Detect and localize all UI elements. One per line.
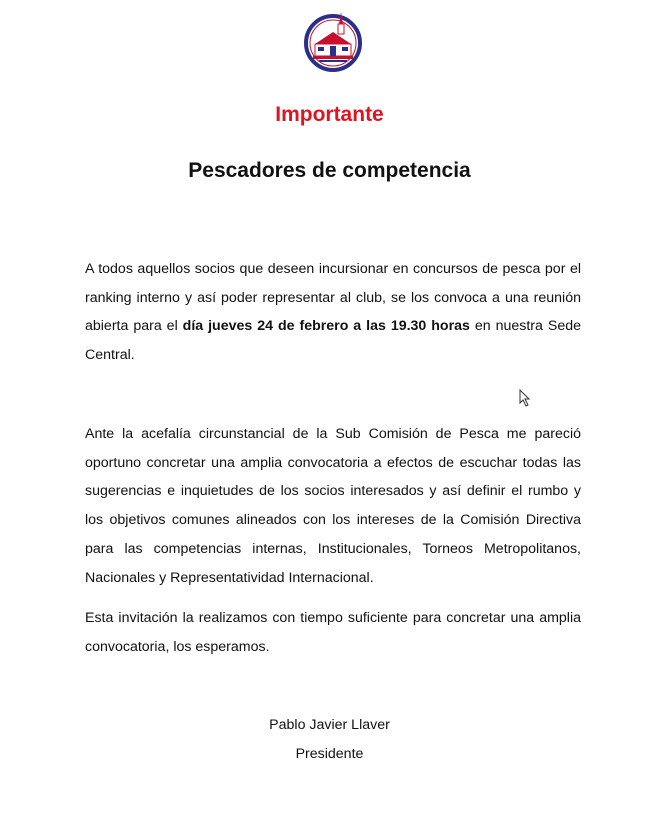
page-title: Pescadores de competencia [188, 159, 471, 182]
paragraph-closing: Esta invitación la realizamos con tiempo suficiente para concretar una amplia convocatoria, los esperamos. [85, 610, 581, 655]
club-logo [303, 10, 363, 72]
heading-important: Importante [275, 103, 384, 126]
paragraph-context: Ante la acefalía circunstancial de la Sub Comisión de Pesca me pareció oportuno concretar una amplia convocatoria a efectos de escuchar todas las sugerencias e inquietudes de los socios interesados y así definir el rumbo y los objetivos comunes alineados con los intereses de la Comisión Directiva para las competencias internas, Institucionales, Torneos Metropolitanos, Nacionales y Representatividad Internacional. [85, 426, 581, 586]
p1-text: A todos aquellos socios que deseen incursionar en concursos de pesca por el ranking interno y así poder representar al club, se los convoca a una reunión abierta para el [85, 261, 581, 335]
p1-text-end: en nuestra Sede Central. [85, 318, 581, 364]
signature-role: Presidente [295, 746, 364, 762]
meeting-date-time: día jueves 24 de febrero a las 19.30 horas [182, 318, 470, 335]
mouse-cursor-icon [519, 389, 531, 407]
paragraph-invitation [85, 255, 581, 370]
signature-name: Pablo Javier Llaver [269, 717, 390, 733]
